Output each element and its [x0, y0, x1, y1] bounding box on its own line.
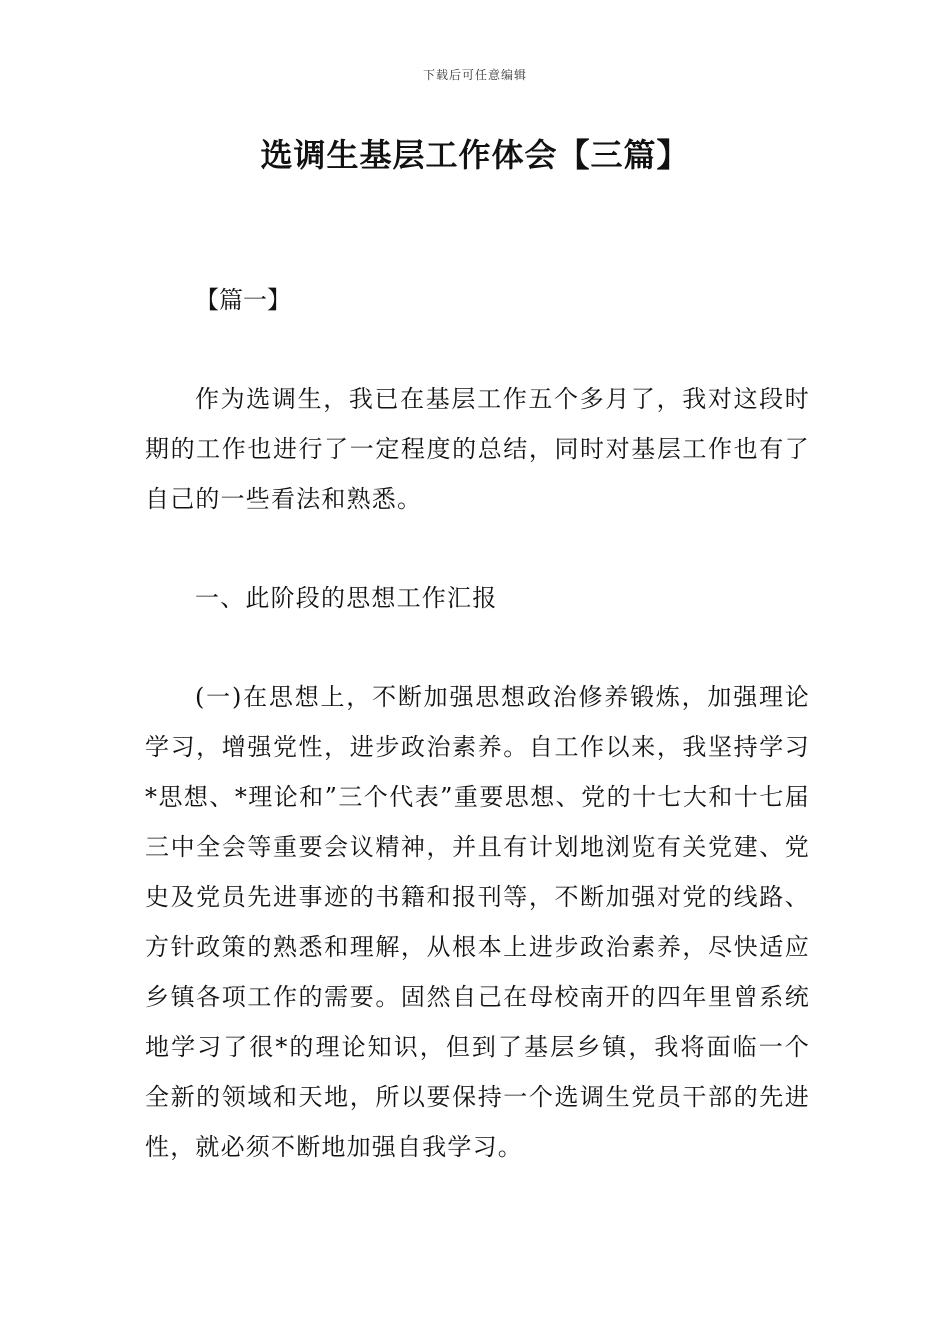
document-title: 选调生基层工作体会【三篇】	[260, 136, 690, 174]
header-note: 下载后可任意编辑	[422, 68, 527, 82]
subheading-thought-report: 一、此阶段的思想工作汇报	[195, 584, 498, 612]
section-heading-one: 【篇一】	[195, 286, 291, 314]
thought-paragraph: (一)在思想上，不断加强思想政治修养锻炼，加强理论学习，增强党性，进步政治素养。自工作以来，我坚持学习*思想、*理论和”三个代表”重要思想、党的十七大和十七届三中全会等重要会议精神，并且有计划地浏览有关党建、党史及党员先进事迹的书籍和报刊等，不断加强对党的线路、方针政策的熟悉和理解，从根本上进步政治素养，尽快适应乡镇各项工作的需要。固然自己在母校南开的四年里曾系统地学习了很*的理论知识，但到了基层乡镇，我将面临一个全新的领域和天地，所以要保持一个选调生党员干部的先进性，就必须不断地加强自我学习。	[145, 683, 810, 1161]
intro-paragraph: 作为选调生，我已在基层工作五个多月了，我对这段时期的工作也进行了一定程度的总结，同时对基层工作也有了自己的一些看法和熟悉。	[145, 385, 810, 513]
